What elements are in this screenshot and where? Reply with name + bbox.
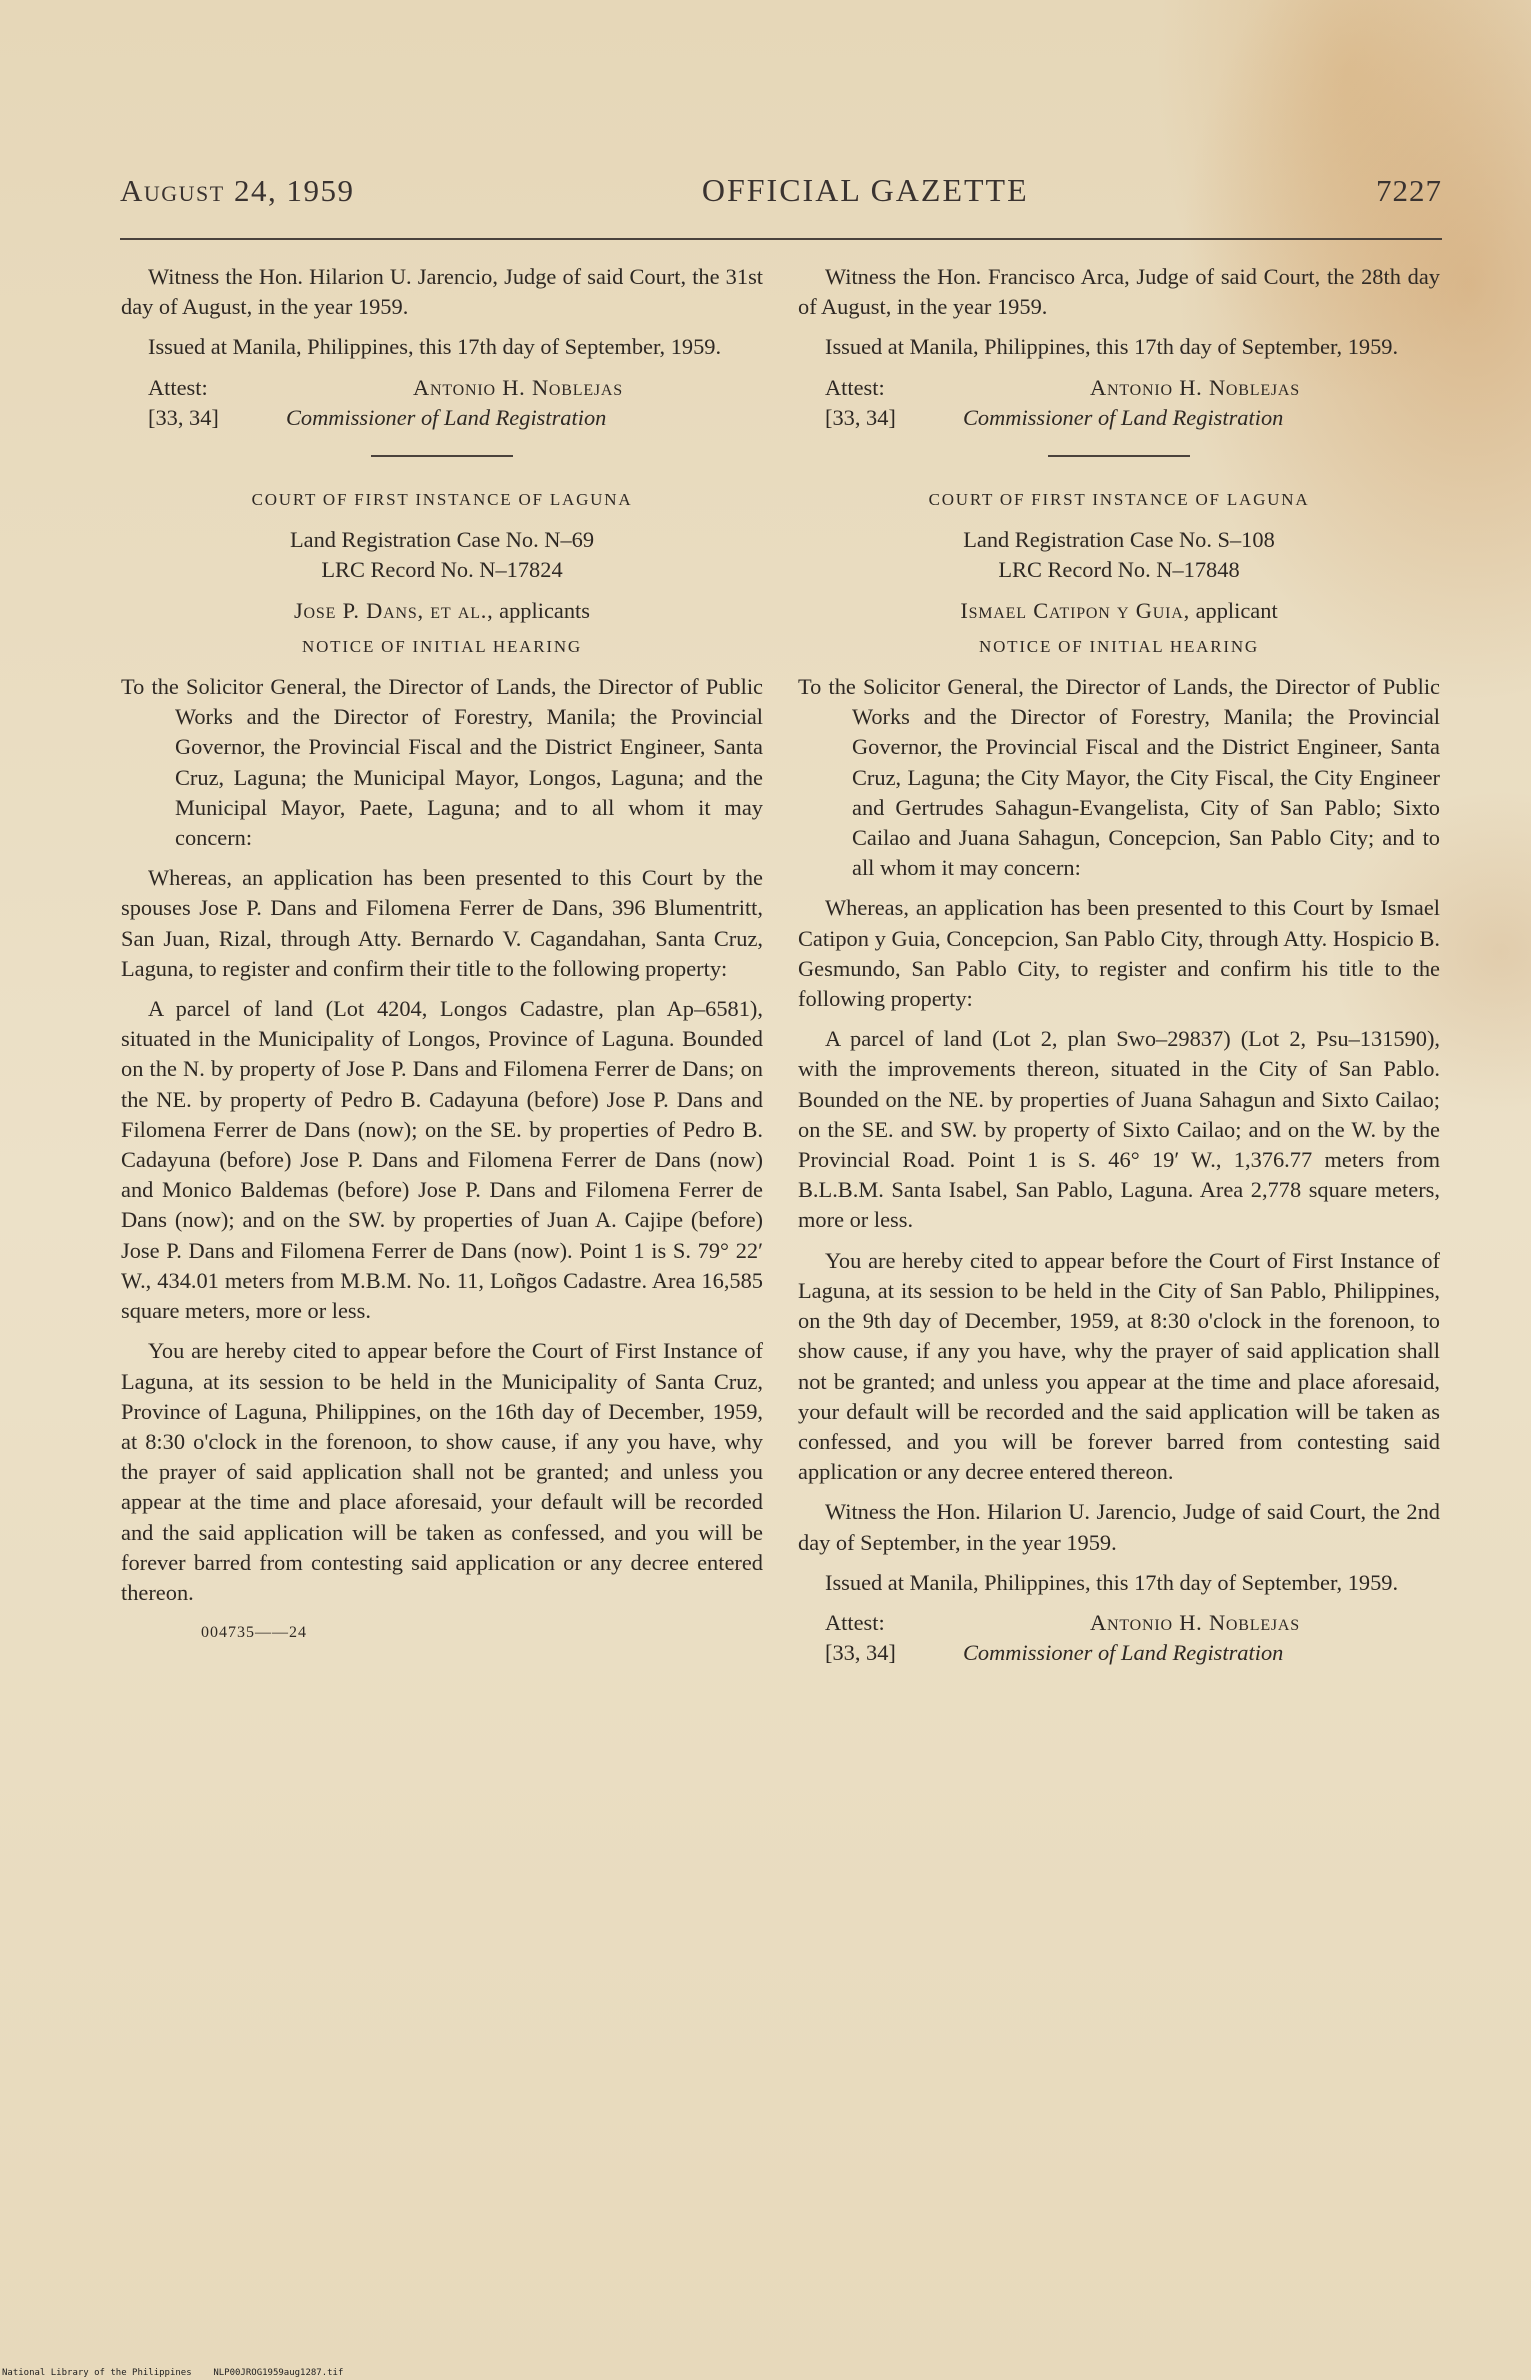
addressees-paragraph: To the Solicitor General, the Director of Lands, the Director of Public Works and the Director of Forestry, Manila; the Provincial Governor, the Provincial Fiscal and the District Engineer, Santa Cruz, Laguna; the Municipal Mayor, Longos, Laguna; and the Municipal Mayor, Paete, Laguna; and to all whom it may concern: <box>121 674 763 851</box>
attest-label: Attest: <box>825 1609 885 1635</box>
right-column <box>798 262 1440 1688</box>
attest-label: Attest: <box>825 374 885 400</box>
witness-paragraph: Witness the Hon. Hilarion U. Jarencio, Judge of said Court, the 31st day of August, in the year 1959. <box>121 264 763 320</box>
property-paragraph: A parcel of land (Lot 2, plan Swo–29837) (Lot 2, Psu–131590), with the improvements thereon, situated in the City of San Pablo. Bounded on the NE. by properties of Juana Sahagun and Sixto Cailao; on the SE. and SW. by property of Sixto Cailao; and on the W. by the Provincial Road. Point 1 is S. 46° 19′ W., 1,376.77 meters from B.L.B.M. Santa Isabel, San Pablo, Laguna. Area 2,778 square meters, more or less. <box>798 1026 1440 1233</box>
library-name: National Library of the Philippines <box>2 2368 192 2378</box>
reference-code: [33, 34] <box>825 1640 896 1666</box>
reference-row <box>825 403 1440 433</box>
commissioner-title: Commissioner of Land Registration <box>286 404 607 430</box>
left-column <box>121 262 763 1648</box>
applicant-line <box>121 596 763 626</box>
issue-date: August 24, 1959 <box>120 173 355 208</box>
applicant-name: Ismael Catipon y Guia, <box>960 597 1190 623</box>
attest-row <box>825 1608 1440 1638</box>
notice-heading: NOTICE OF INITIAL HEARING <box>302 636 582 656</box>
publication-title: OFFICIAL GAZETTE <box>701 172 1029 208</box>
applicant-name: Jose P. Dans, et al., <box>294 597 494 623</box>
applicant-role: applicants <box>493 597 590 623</box>
section-divider <box>371 455 513 457</box>
whereas-paragraph: Whereas, an application has been presented to this Court by Ismael Catipon y Guia, Concepcion, San Pablo City, through Atty. Hospicio B. Gesmundo, San Pablo City, to register and confirm his title to the following property: <box>798 895 1440 1012</box>
attest-name: Antonio H. Noblejas <box>413 374 623 400</box>
attest-name: Antonio H. Noblejas <box>1090 1609 1300 1635</box>
witness-paragraph: Witness the Hon. Francisco Arca, Judge of said Court, the 28th day of August, in the year 1959. <box>798 264 1440 320</box>
scan-filename: NLP00JROG1959aug1287.tif <box>213 2368 344 2378</box>
lrc-record: LRC Record No. N–17824 <box>321 557 563 583</box>
property-paragraph: A parcel of land (Lot 4204, Longos Cadastre, plan Ap–6581), situated in the Municipality of Longos, Province of Laguna. Bounded on the N. by property of Jose P. Dans and Filomena Ferrer de Dans; on the NE. by property of Pedro B. Cadayuna (before) Jose P. Dans and Filomena Ferrer de Dans (now); on the SE. by properties of Pedro B. Cadayuna (before) Jose P. Dans and Filomena Ferrer de Dans (now) and Monico Baldemas (before) Jose P. Dans and Filomena Ferrer de Dans (now); and on the SW. by properties of Juan A. Cajipe (before) Jose P. Dans and Filomena Ferrer de Dans (now). Point 1 is S. 79° 22′ W., 434.01 meters from M.B.M. No. 11, Loñgos Cadastre. Area 16,585 square meters, more or less. <box>121 996 763 1324</box>
reference-row <box>825 1638 1440 1668</box>
notice-heading: NOTICE OF INITIAL HEARING <box>979 636 1259 656</box>
attest-row <box>825 373 1440 403</box>
whereas-paragraph: Whereas, an application has been presented to this Court by the spouses Jose P. Dans and Filomena Ferrer de Dans, 396 Blumentritt, San Juan, Rizal, through Atty. Bernardo V. Cagandahan, Santa Cruz, Laguna, to register and confirm their title to the following property: <box>121 865 763 981</box>
reference-code: [33, 34] <box>148 404 219 430</box>
page-header <box>120 172 1442 220</box>
cited-paragraph: You are hereby cited to appear before the Court of First Instance of Laguna, at its session to be held in the Municipality of Santa Cruz, Province of Laguna, Philippines, on the 16th day of December, 1959, at 8:30 o'clock in the forenoon, to show cause, if any you have, why the prayer of said application shall not be granted; and unless you appear at the time and place aforesaid, your default will be recorded and the said application will be taken as confessed, and you will be forever barred from contesting said application or any decree entered thereon. <box>121 1338 763 1605</box>
case-number: Land Registration Case No. S–108 <box>963 527 1275 553</box>
commissioner-title: Commissioner of Land Registration <box>963 1640 1284 1666</box>
issued-paragraph: Issued at Manila, Philippines, this 17th day of September, 1959. <box>825 334 1399 360</box>
reference-row <box>148 403 763 433</box>
scan-footer <box>2 2368 343 2378</box>
attest-name: Antonio H. Noblejas <box>1090 374 1300 400</box>
addressees-paragraph: To the Solicitor General, the Director of Lands, the Director of Public Works and the Director of Forestry, Manila; the Provincial Governor, the Provincial Fiscal and the District Engineer, Santa Cruz, Laguna; the City Mayor, the City Fiscal, the City Engineer and Gertrudes Sahagun-Evangelista, City of San Pablo; Sixto Cailao and Juana Sahagun, Concepcion, San Pablo City; and to all whom it may concern: <box>798 674 1440 881</box>
case-number: Land Registration Case No. N–69 <box>289 527 595 553</box>
court-heading: COURT OF FIRST INSTANCE OF LAGUNA <box>928 490 1310 510</box>
lrc-record: LRC Record No. N–17848 <box>998 557 1240 583</box>
attest-row <box>148 373 763 403</box>
attest-label: Attest: <box>148 374 208 400</box>
issued-paragraph: Issued at Manila, Philippines, this 17th day of September, 1959. <box>825 1569 1399 1595</box>
print-code: 004735——24 <box>201 1624 307 1642</box>
commissioner-title: Commissioner of Land Registration <box>963 404 1284 430</box>
applicant-line <box>798 596 1440 626</box>
cited-paragraph: You are hereby cited to appear before the Court of First Instance of Laguna, at its session to be held in the City of San Pablo, Philippines, on the 9th day of December, 1959, at 8:30 o'clock in the forenoon, to show cause, if any you have, why the prayer of said application shall not be granted; and unless you appear at the time and place aforesaid, your default will be recorded and the said application will be taken as confessed, and you will be forever barred from contesting said application or any decree entered thereon. <box>798 1247 1440 1485</box>
header-rule <box>120 238 1442 240</box>
court-heading: COURT OF FIRST INSTANCE OF LAGUNA <box>251 490 633 510</box>
witness-paragraph: Witness the Hon. Hilarion U. Jarencio, Judge of said Court, the 2nd day of September, in the year 1959. <box>798 1499 1440 1555</box>
section-divider <box>1048 455 1190 457</box>
issued-paragraph: Issued at Manila, Philippines, this 17th day of September, 1959. <box>148 334 722 360</box>
applicant-role: applicant <box>1190 597 1278 623</box>
page-number: 7227 <box>1375 173 1442 208</box>
reference-code: [33, 34] <box>825 404 896 430</box>
